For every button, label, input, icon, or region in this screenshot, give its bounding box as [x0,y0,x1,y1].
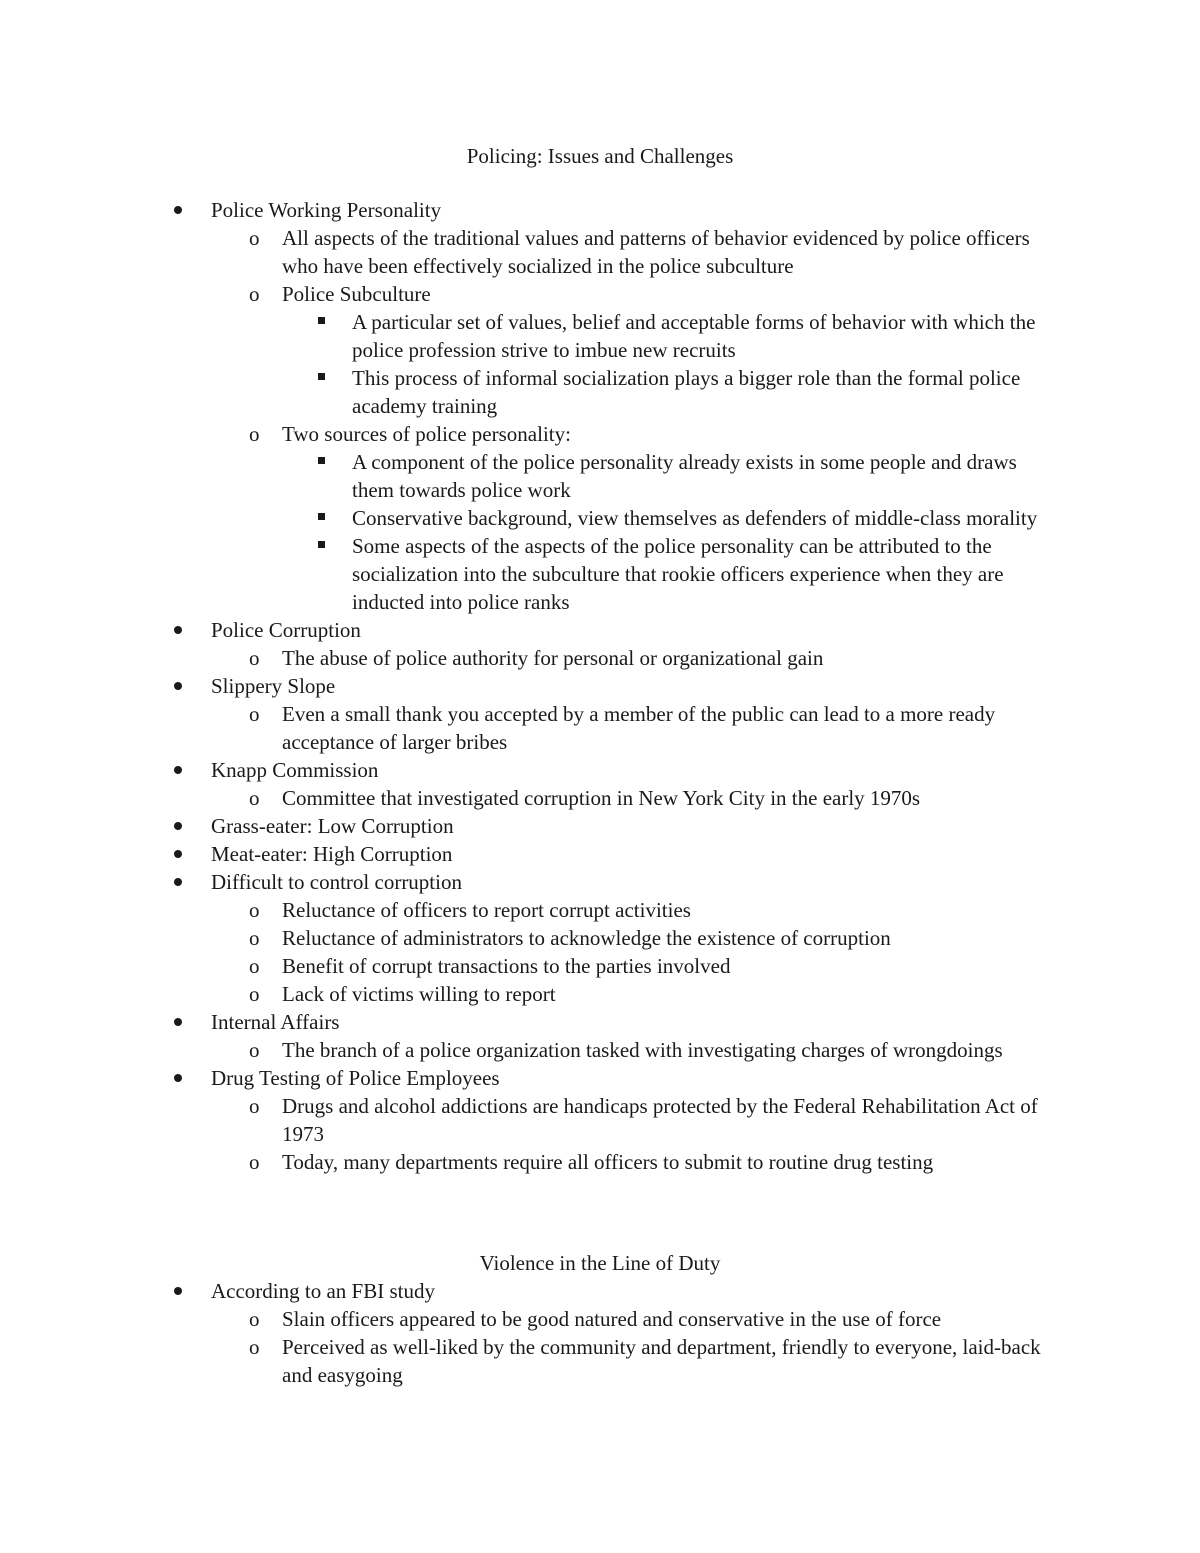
bullet-circle-marker: o [249,1094,260,1118]
outline-text: According to an FBI study [211,1279,435,1303]
outline-text: Drug Testing of Police Employees [211,1066,500,1090]
outline-subitem [0,896,1052,924]
outline-text: Drugs and alcohol addictions are handicaps protected by the Federal Rehabilitation Act of 1973 [282,1094,1038,1146]
outline-subitem [0,700,1052,756]
outline-item [0,1277,1051,1305]
outline-text: Slippery Slope [211,674,336,698]
outline-text: Police Subculture [282,282,431,306]
bullet-circle-marker: o [249,786,260,810]
outline-item [0,196,1051,224]
outline-text: Perceived as well-liked by the community and department, friendly to everyone, laid-back and easygoing [282,1335,1041,1387]
outline-text: This process of informal socialization plays a bigger role than the formal police academy training [352,366,1021,418]
outline-detail [0,308,1052,364]
bullet-circle-marker: o [249,1150,260,1174]
bullet-dot-icon [172,672,186,700]
bullet-circle-marker: o [249,422,260,446]
outline-text: Grass-eater: Low Corruption [211,814,454,838]
outline-text: Meat-eater: High Corruption [211,842,453,866]
outline-subitem [0,980,1052,1008]
outline-detail [0,364,1052,420]
outline-subitem [0,224,1052,280]
outline-detail [0,448,1052,504]
outline-text: Difficult to control corruption [211,870,462,894]
outline-subitem [0,1036,1052,1064]
outline-text: Reluctance of administrators to acknowledge the existence of corruption [282,926,891,950]
outline-item [0,1008,1051,1036]
bullet-dot-icon [172,756,186,784]
bullet-square-icon [316,308,328,336]
outline-detail [0,504,1052,532]
bullet-circle-marker: o [249,982,260,1006]
bullet-square-icon [316,364,328,392]
bullet-circle-marker: o [249,954,260,978]
section-heading: Violence in the Line of Duty [479,1251,721,1275]
outline-item [0,756,1051,784]
bullet-dot-icon [172,196,186,224]
bullet-dot-icon [172,1277,186,1305]
outline-text: Two sources of police personality: [282,422,571,446]
bullet-square-icon [316,448,328,476]
bullet-circle-marker: o [249,1307,260,1331]
outline-text: Committee that investigated corruption in New York City in the early 1970s [282,786,921,810]
bullet-circle-marker: o [249,898,260,922]
outline-subitem [0,280,1052,308]
bullet-dot-icon [172,616,186,644]
outline-subitem [0,784,1052,812]
outline-item [0,840,1051,868]
outline-subitem [0,952,1052,980]
bullet-circle-marker: o [249,282,260,306]
outline-item [0,616,1051,644]
bullet-dot-icon [172,1064,186,1092]
outline-item [0,1064,1051,1092]
bullet-circle-marker: o [249,926,260,950]
page-title: Policing: Issues and Challenges [466,144,734,168]
bullet-circle-marker: o [249,226,260,250]
outline-section-2 [0,1277,1200,1389]
bullet-circle-marker: o [249,702,260,726]
bullet-dot-icon [172,840,186,868]
outline-text: Some aspects of the aspects of the police personality can be attributed to the socialization into the subculture that rookie officers experience when they are inducted into police ranks [352,534,1004,614]
outline-subitem [0,1333,1052,1389]
bullet-dot-icon [172,1008,186,1036]
outline-subitem [0,1148,1052,1176]
outline-text: Lack of victims willing to report [282,982,556,1006]
outline-item [0,868,1051,896]
outline-text: Even a small thank you accepted by a member of the public can lead to a more ready acceptance of larger bribes [282,702,996,754]
outline-text: Today, many departments require all officers to submit to routine drug testing [282,1150,934,1174]
outline-text: A component of the police personality already exists in some people and draws them towards police work [352,450,1017,502]
outline-text: The branch of a police organization tasked with investigating charges of wrongdoings [282,1038,1003,1062]
outline-detail [0,532,1052,616]
outline-text: Conservative background, view themselves as defenders of middle-class morality [352,506,1038,530]
outline-text: Benefit of corrupt transactions to the parties involved [282,954,731,978]
bullet-circle-marker: o [249,646,260,670]
outline-text: Police Corruption [211,618,361,642]
bullet-circle-marker: o [249,1335,260,1359]
outline-text: Slain officers appeared to be good natured and conservative in the use of force [282,1307,942,1331]
outline-text: Internal Affairs [211,1010,340,1034]
outline-item [0,672,1051,700]
bullet-dot-icon [172,812,186,840]
outline-text: Police Working Personality [211,198,442,222]
outline-text: The abuse of police authority for personal or organizational gain [282,646,824,670]
outline-subitem [0,644,1052,672]
outline-subitem [0,420,1052,448]
outline-subitem [0,924,1052,952]
outline-item [0,812,1051,840]
outline-text: Knapp Commission [211,758,379,782]
bullet-square-icon [316,532,328,560]
bullet-square-icon [316,504,328,532]
bullet-dot-icon [172,868,186,896]
outline-subitem [0,1092,1052,1148]
outline-subitem [0,1305,1052,1333]
outline-text: Reluctance of officers to report corrupt activities [282,898,691,922]
outline-section-1 [0,196,1200,1176]
outline-text: A particular set of values, belief and acceptable forms of behavior with which the police profession strive to imbue new recruits [352,310,1036,362]
outline-text: All aspects of the traditional values and patterns of behavior evidenced by police officers who have been effectively socialized in the police subculture [282,226,1030,278]
bullet-circle-marker: o [249,1038,260,1062]
